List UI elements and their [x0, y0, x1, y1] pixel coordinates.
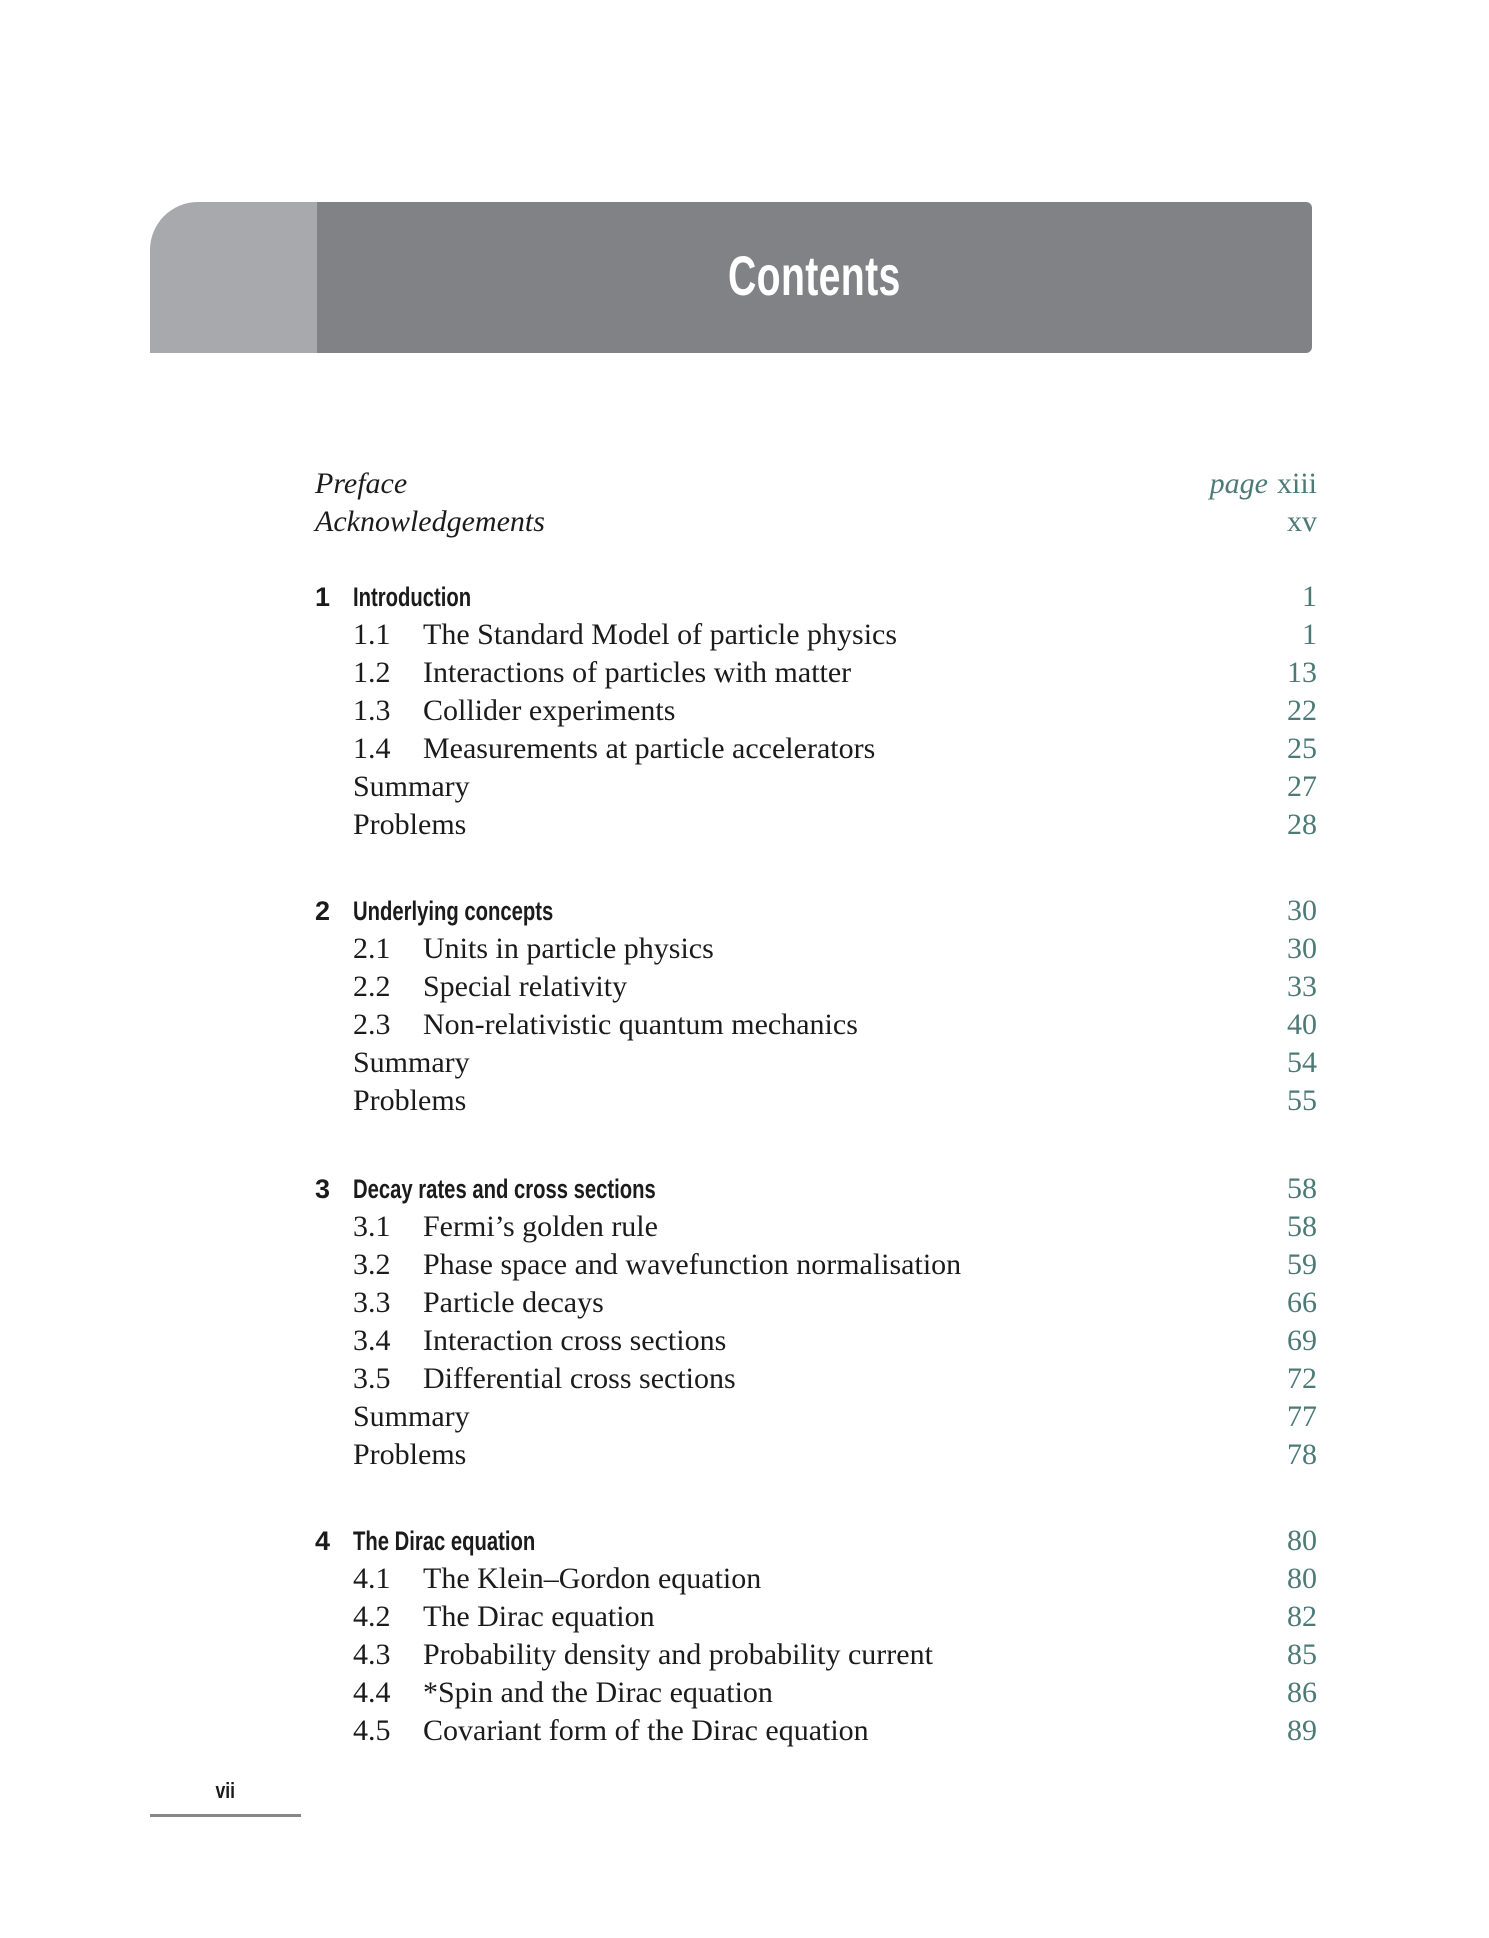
section-row — [315, 616, 1317, 654]
section-number: 2.2 — [353, 970, 391, 1003]
page-number: 66 — [1287, 1286, 1317, 1319]
problems-label: Problems — [353, 808, 467, 841]
section-number: 2.3 — [353, 1008, 391, 1041]
front-matter-label: Preface — [315, 467, 408, 500]
section-title: Interactions of particles with matter — [423, 656, 852, 689]
section-number: 3.1 — [353, 1210, 391, 1243]
page-number: 58 — [1287, 1172, 1317, 1205]
section-number: 2.1 — [353, 932, 391, 965]
page-number: 25 — [1287, 732, 1317, 765]
section-title: Interaction cross sections — [423, 1324, 727, 1357]
folio-rule — [150, 1814, 301, 1817]
page-number: 80 — [1287, 1562, 1317, 1595]
page-value: xiii — [1276, 467, 1317, 500]
section-number: 1.4 — [353, 732, 391, 765]
section-number: 3.2 — [353, 1248, 391, 1281]
section-number: 1.1 — [353, 618, 391, 651]
page-number: 30 — [1287, 894, 1317, 927]
spacer — [315, 1120, 1317, 1170]
section-title: Covariant form of the Dirac equation — [423, 1714, 869, 1747]
section-number: 1.3 — [353, 694, 391, 727]
section-row — [315, 1636, 1317, 1674]
section-row — [315, 730, 1317, 768]
front-matter-label: Acknowledgements — [315, 505, 545, 538]
page-number: 28 — [1287, 808, 1317, 841]
page-number: 78 — [1287, 1438, 1317, 1471]
page-number: 30 — [1287, 932, 1317, 965]
section-title: Fermi’s golden rule — [423, 1210, 658, 1243]
section-row — [315, 692, 1317, 730]
section-row — [315, 1208, 1317, 1246]
section-row — [315, 1674, 1317, 1712]
summary-label: Summary — [353, 770, 470, 803]
summary-row — [315, 1398, 1317, 1436]
chapter-number: 4 — [315, 1526, 331, 1556]
page-number: 89 — [1287, 1714, 1317, 1747]
folio-number: vii — [215, 1778, 235, 1803]
chapter-number: 1 — [315, 582, 331, 612]
problems-row — [315, 1436, 1317, 1474]
chapter-title: Underlying concepts — [353, 896, 554, 926]
page-number: 85 — [1287, 1638, 1317, 1671]
section-number: 3.3 — [353, 1286, 391, 1319]
page-number: xv — [1287, 505, 1317, 538]
page-number: 13 — [1287, 656, 1317, 689]
page-number: 77 — [1287, 1400, 1317, 1433]
chapter-title: Decay rates and cross sections — [353, 1174, 656, 1204]
section-title: *Spin and the Dirac equation — [423, 1676, 773, 1709]
page-number: 86 — [1287, 1676, 1317, 1709]
section-row — [315, 968, 1317, 1006]
section-title: Units in particle physics — [423, 932, 714, 965]
section-row — [315, 1598, 1317, 1636]
section-title: Non-relativistic quantum mechanics — [423, 1008, 858, 1041]
page-number: 1 — [1302, 618, 1317, 651]
section-title: Special relativity — [423, 970, 628, 1003]
chapter-title: The Dirac equation — [353, 1526, 536, 1556]
folio — [150, 1778, 300, 1804]
problems-label: Problems — [353, 1438, 467, 1471]
chapter-heading-row — [315, 892, 1317, 930]
section-row — [315, 1560, 1317, 1598]
chapter-heading-row — [315, 1170, 1317, 1208]
section-title: The Klein–Gordon equation — [423, 1562, 762, 1595]
page-number: 59 — [1287, 1248, 1317, 1281]
problems-row — [315, 806, 1317, 844]
page-number: 55 — [1287, 1084, 1317, 1117]
page-number: 22 — [1287, 694, 1317, 727]
page-number: 54 — [1287, 1046, 1317, 1079]
page-number — [1210, 465, 1317, 503]
chapter-title: Introduction — [353, 582, 472, 612]
page-number: 82 — [1287, 1600, 1317, 1633]
section-title: The Standard Model of particle physics — [423, 618, 898, 651]
chapter-banner — [150, 202, 1312, 353]
section-row — [315, 1246, 1317, 1284]
section-title: The Dirac equation — [423, 1600, 655, 1633]
section-number: 3.5 — [353, 1362, 391, 1395]
spacer — [315, 1474, 1317, 1522]
summary-row — [315, 768, 1317, 806]
section-number: 3.4 — [353, 1324, 391, 1357]
section-number: 4.4 — [353, 1676, 391, 1709]
page-number: 58 — [1287, 1210, 1317, 1243]
section-title: Particle decays — [423, 1286, 604, 1319]
section-row — [315, 930, 1317, 968]
section-row — [315, 1322, 1317, 1360]
section-title: Phase space and wavefunction normalisation — [423, 1248, 962, 1281]
toc-row-acknowledgements — [315, 503, 1317, 541]
problems-label: Problems — [353, 1084, 467, 1117]
banner-side-tab — [150, 202, 317, 353]
section-row — [315, 654, 1317, 692]
toc-row-preface — [315, 465, 1317, 503]
page-number: 27 — [1287, 770, 1317, 803]
section-number: 1.2 — [353, 656, 391, 689]
page-number: 69 — [1287, 1324, 1317, 1357]
problems-row — [315, 1082, 1317, 1120]
summary-label: Summary — [353, 1046, 470, 1079]
page-number: 40 — [1287, 1008, 1317, 1041]
section-number: 4.1 — [353, 1562, 391, 1595]
page-number: 1 — [1302, 580, 1317, 613]
section-title: Collider experiments — [423, 694, 676, 727]
section-row — [315, 1360, 1317, 1398]
section-number: 4.2 — [353, 1600, 391, 1633]
page-word: page — [1209, 467, 1268, 500]
spacer — [315, 541, 1317, 578]
summary-row — [315, 1044, 1317, 1082]
section-number: 4.5 — [353, 1714, 391, 1747]
page-number: 33 — [1287, 970, 1317, 1003]
summary-label: Summary — [353, 1400, 470, 1433]
section-title: Probability density and probability current — [423, 1638, 933, 1671]
spacer — [315, 844, 1317, 892]
section-row — [315, 1712, 1317, 1750]
chapter-heading-row — [315, 578, 1317, 616]
table-of-contents — [315, 465, 1317, 1750]
section-row — [315, 1006, 1317, 1044]
banner-bar — [317, 202, 1312, 353]
section-title: Differential cross sections — [423, 1362, 736, 1395]
section-number: 4.3 — [353, 1638, 391, 1671]
section-title: Measurements at particle accelerators — [423, 732, 876, 765]
chapter-number: 2 — [315, 896, 331, 926]
page-number: 80 — [1287, 1524, 1317, 1557]
chapter-number: 3 — [315, 1174, 331, 1204]
section-row — [315, 1284, 1317, 1322]
page-title: Contents — [728, 243, 901, 307]
chapter-heading-row — [315, 1522, 1317, 1560]
page-number: 72 — [1287, 1362, 1317, 1395]
